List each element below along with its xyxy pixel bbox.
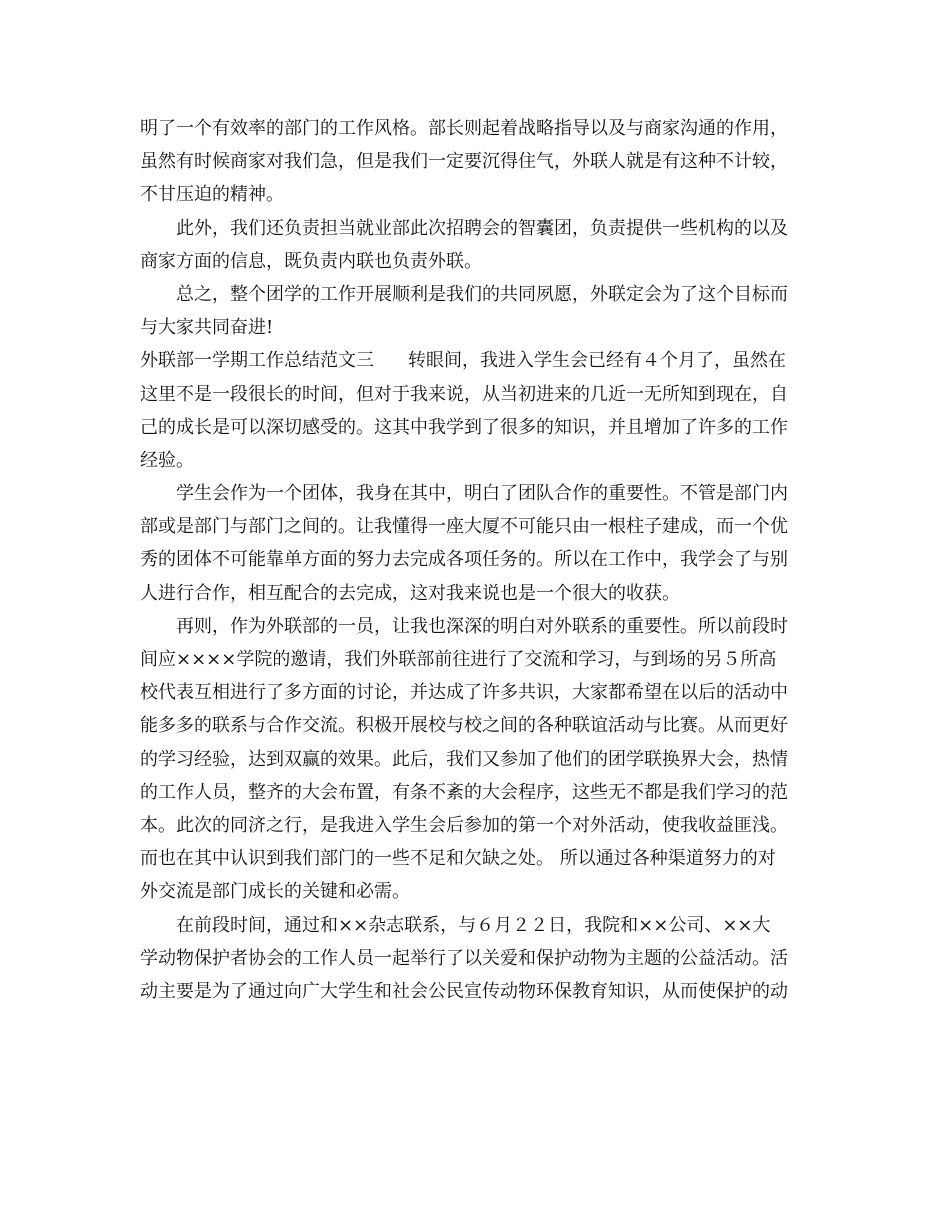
paragraph-line: 商家方面的信息，既负责内联也负责外联。 bbox=[140, 250, 482, 272]
paragraph-line: 外交流是部门成长的关键和必需。 bbox=[140, 881, 410, 903]
paragraph-line: 学动物保护者协会的工作人员一起举行了以关爱和保护动物为主题的公益活动。活 bbox=[140, 947, 788, 969]
paragraph-line: 虽然有时候商家对我们急，但是我们一定要沉得住气，外联人就是有这种不计较， bbox=[140, 151, 788, 173]
paragraph-line: 明了一个有效率的部门的工作风格。部长则起着战略指导以及与商家沟通的作用， bbox=[140, 118, 788, 139]
paragraph-line: 校代表互相进行了多方面的讨论，并达成了许多共识，大家都希望在以后的活动中 bbox=[140, 682, 788, 704]
paragraph-line: 经验。 bbox=[140, 449, 194, 471]
paragraph-line: 能多多的联系与合作交流。积极开展校与校之间的各种联谊活动与比赛。从而更好 bbox=[140, 715, 788, 737]
section-heading: 外联部一学期工作总结范文三 bbox=[140, 350, 374, 372]
paragraph-line: 不甘压迫的精神。 bbox=[140, 184, 284, 206]
paragraph-first-line: 此外，我们还负责担当就业部此次招聘会的智囊团，负责提供一些机构的以及 bbox=[176, 217, 788, 239]
paragraph-first-line: 在前段时间，通过和××杂志联系，与６月２２日，我院和××公司、××大 bbox=[176, 914, 771, 936]
paragraph-line: 秀的团体不可能靠单方面的努力去完成各项任务的。所以在工作中，我学会了与别 bbox=[140, 549, 788, 571]
paragraph-line: 本。此次的同济之行，是我进入学生会后参加的第一个对外活动，使我收益匪浅。 bbox=[140, 814, 788, 836]
paragraph-first-line: 再则，作为外联部的一员，让我也深深的明白对外联系的重要性。所以前段时 bbox=[176, 615, 788, 637]
paragraph-line: 己的成长是可以深切感受的。这其中我学到了很多的知识，并且增加了许多的工作 bbox=[140, 416, 788, 438]
paragraph-line: 与大家共同奋进! bbox=[140, 317, 274, 339]
paragraph-line: 间应××××学院的邀请，我们外联部前往进行了交流和学习，与到场的另５所高 bbox=[140, 649, 777, 670]
paragraph-line: 部或是部门与部门之间的。让我懂得一座大厦不可能只由一根柱子建成，而一个优 bbox=[140, 516, 788, 538]
document-body bbox=[140, 112, 812, 1008]
paragraph-line: 的学习经验，达到双赢的效果。此后，我们又参加了他们的团学联换界大会，热情 bbox=[140, 748, 788, 770]
paragraph-line: 的工作人员，整齐的大会布置，有条不紊的大会程序，这些无不都是我们学习的范 bbox=[140, 781, 788, 803]
paragraph-line: 这里不是一段很长的时间，但对于我来说，从当初进来的几近一无所知到现在，自 bbox=[140, 383, 788, 405]
paragraph-text: 转眼间，我进入学生会已经有４个月了，虽然在 bbox=[408, 350, 786, 372]
paragraph-first-line: 学生会作为一个团体，我身在其中，明白了团队合作的重要性。不管是部门内 bbox=[176, 483, 788, 505]
section-heading-line bbox=[140, 344, 812, 377]
paragraph-line: 动主要是为了通过向广大学生和社会公民宣传动物环保教育知识，从而使保护的动 bbox=[140, 980, 788, 1002]
paragraph-line: 而也在其中认识到我们部门的一些不足和欠缺之处。 所以通过各种渠道努力的对 bbox=[140, 848, 776, 870]
paragraph-line: 人进行合作，相互配合的去完成，这对我来说也是一个很大的收获。 bbox=[140, 582, 680, 604]
paragraph-first-line: 总之，整个团学的工作开展顺利是我们的共同夙愿，外联定会为了这个目标而 bbox=[176, 283, 788, 305]
